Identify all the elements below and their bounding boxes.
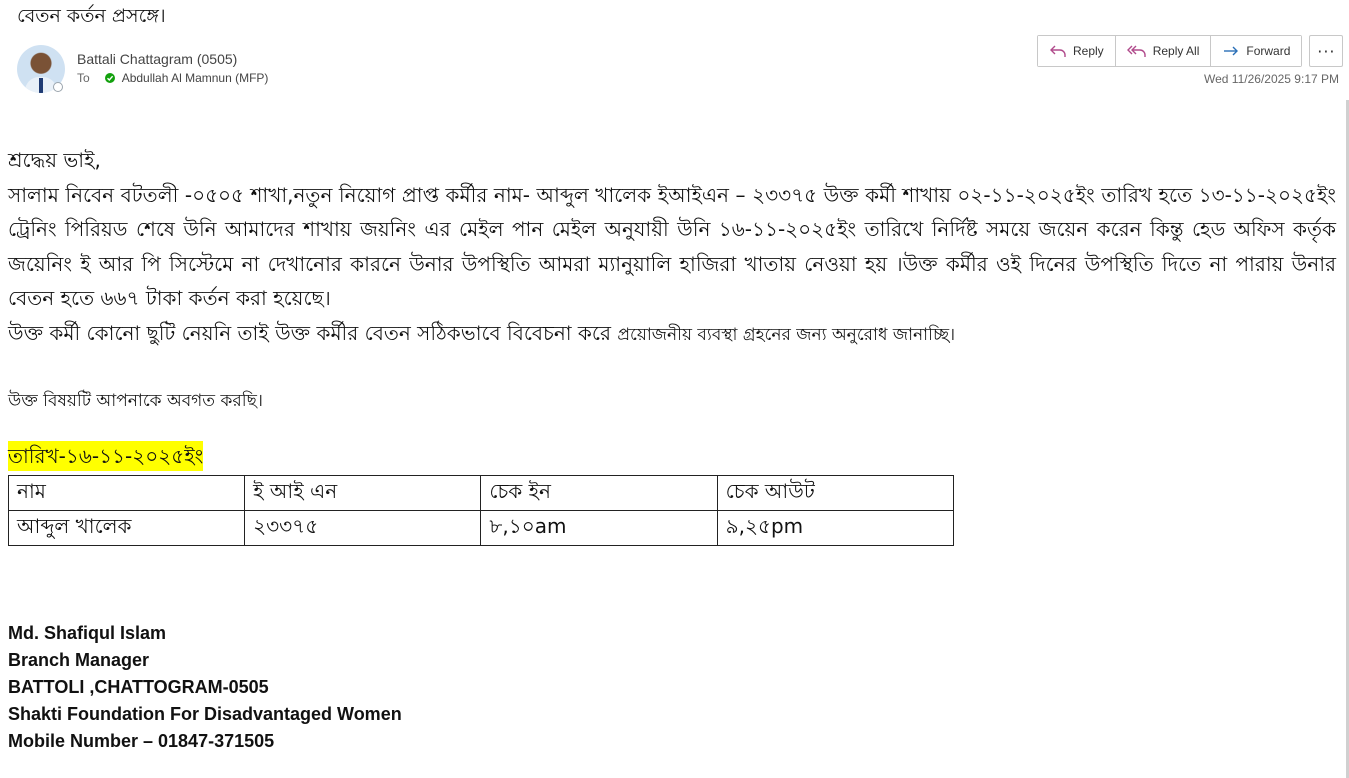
signature-name: Md. Shafiqul Islam xyxy=(8,623,167,643)
forward-label: Forward xyxy=(1246,44,1291,58)
spacer xyxy=(8,352,1336,384)
reply-all-label: Reply All xyxy=(1152,44,1200,58)
inform-text: উক্ত বিষয়টি আপনাকে অবগত করছি। xyxy=(8,391,263,411)
attendance-date xyxy=(8,441,203,471)
table-header-cell: ই আই এন xyxy=(245,476,481,511)
email-body xyxy=(8,143,1336,419)
message-actions xyxy=(1037,35,1343,67)
sender-name[interactable]: Battali Chattagram (0505) xyxy=(77,51,238,67)
signature-title: Branch Manager xyxy=(8,650,150,670)
presence-status-icon xyxy=(53,82,63,92)
request-text-tail: প্রয়োজনীয় ব্যবস্থা গ্রহনের জন্য অনুরোধ জানাচ্ছি। xyxy=(617,324,956,345)
table-cell: আব্দুল খালেক xyxy=(9,511,245,546)
forward-button[interactable] xyxy=(1211,36,1301,66)
table-cell: ২৩৩৭৫ xyxy=(245,511,481,546)
email-subject: বেতন কর্তন প্রসঙ্গে। xyxy=(17,5,166,27)
table-header-cell: চেক ইন xyxy=(481,476,717,511)
table-header-cell: নাম xyxy=(9,476,245,511)
forward-icon xyxy=(1222,44,1240,58)
more-actions-button[interactable]: ··· xyxy=(1309,35,1343,67)
reply-label: Reply xyxy=(1073,44,1104,58)
table-header-row xyxy=(9,476,954,511)
table-header-cell: চেক আউট xyxy=(717,476,953,511)
recipient-line xyxy=(77,71,268,85)
attendance-date-highlight: তারিখ-১৬-১১-২০২৫ইং xyxy=(8,441,203,471)
table-row xyxy=(9,511,954,546)
table-cell: ৯,২৫pm xyxy=(717,511,953,546)
recipient-name[interactable]: Abdullah Al Mamnun (MFP) xyxy=(121,71,269,85)
response-buttons xyxy=(1037,35,1302,67)
body-paragraph: সালাম নিবেন বটতলী -০৫০৫ শাখা,নতুন নিয়োগ প্রাপ্ত কর্মীর নাম- আব্দুল খালেক ইআইএন – ২৩৩৭৫ উক্ত কর্মী শাখায় ০২-১১-২০২৫ইং তারিখ হতে ১৩-১১-২০২৫ইং ট্রেনিং পিরিয়ড শেষে উনি আমাদের শাখায় জয়নিং এর মেইল পান মেইল অনুযায়ী উনি ১৬-১১-২০২৫ইং তারিখে নির্দিষ্ট সময়ে জয়েন করেন কিন্তু হেড অফিস কর্তৃক জয়েনিং ই আর পি সিস্টেমে না দেখানোর কারনে উনার উপস্থিতি আমরা ম্যানুয়ালি হাজিরা খাতায় নেওয়া হয় ।উক্ত কর্মীর ওই দিনের উপস্থিতি দিতে না পারায় উনার বেতন হতে ৬৬৭ টাকা কর্তন করা হয়েছে। xyxy=(8,182,1336,310)
table-cell: ৮,১০am xyxy=(481,511,717,546)
message-date: Wed 11/26/2025 9:17 PM xyxy=(1204,72,1339,86)
request-text: উক্ত কর্মী কোনো ছুটি নেয়নি তাই উক্ত কর্মীর বেতন সঠিকভাবে বিবেচনা করে xyxy=(8,320,618,345)
verified-check-icon xyxy=(105,73,115,83)
avatar-tie xyxy=(39,78,43,93)
email-signature xyxy=(8,620,402,755)
greeting: শ্রদ্ধেয় ভাই, xyxy=(8,148,101,172)
signature-organization: Shakti Foundation For Disadvantaged Women xyxy=(8,704,402,724)
reply-all-icon xyxy=(1127,44,1147,58)
reply-button[interactable] xyxy=(1038,36,1116,66)
reply-icon xyxy=(1049,44,1067,58)
attendance-table xyxy=(8,475,954,546)
signature-branch: BATTOLI ,CHATTOGRAM-0505 xyxy=(8,677,269,697)
body-paragraph-2 xyxy=(8,316,1336,353)
to-label: To xyxy=(77,71,90,85)
signature-phone: Mobile Number – 01847-371505 xyxy=(8,731,275,751)
reply-all-button[interactable] xyxy=(1116,36,1212,66)
